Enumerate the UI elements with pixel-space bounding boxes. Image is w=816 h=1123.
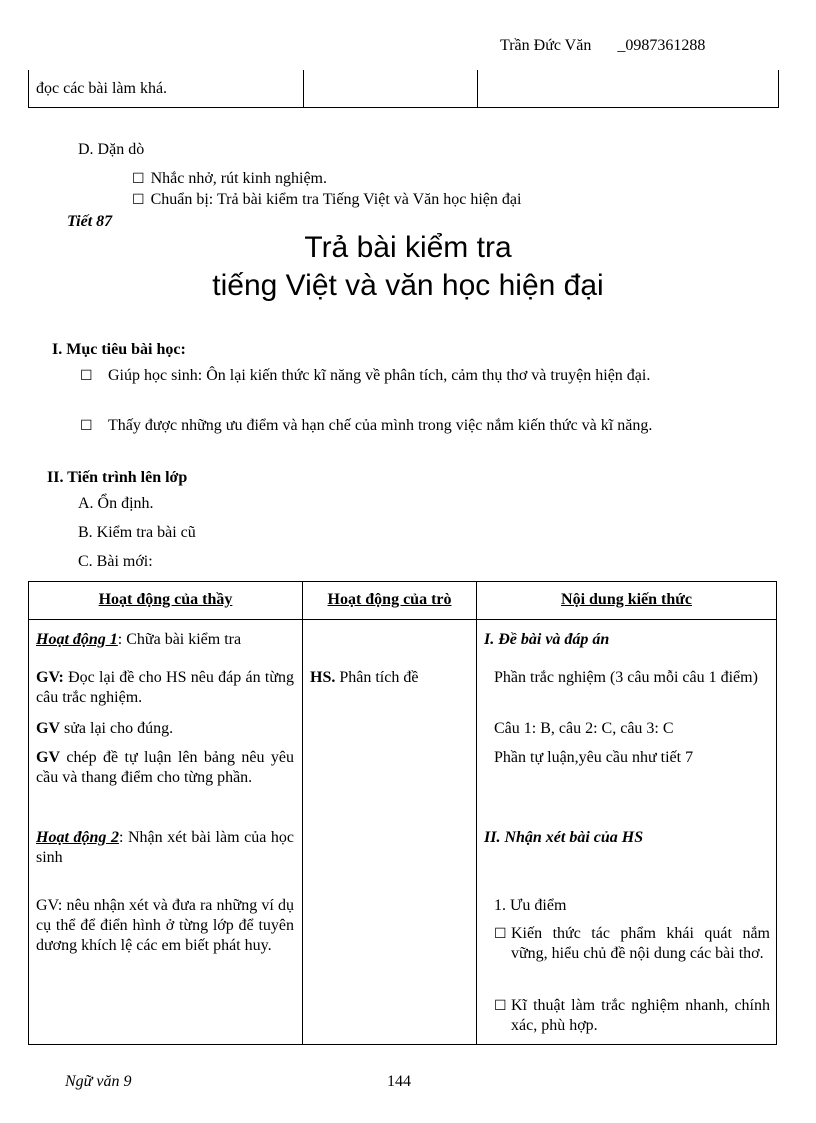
checkbox-icon: ☐	[80, 418, 93, 434]
content-text: Câu 1: B, câu 2: C, câu 3: C	[494, 720, 674, 737]
column-header-content: Nội dung kiến thức	[561, 591, 692, 608]
table-divider	[477, 70, 478, 107]
section-2-heading: II. Tiến trình lên lớp	[47, 469, 188, 486]
list-item: ☐ Giúp học sinh: Ôn lại kiến thức kĩ năng về phân tích, cảm thụ thơ và truyện hiện đại.	[80, 367, 651, 384]
content-section-1-title: I. Đề bài và đáp án	[484, 631, 610, 648]
teacher-step: GV: Đọc lại đề cho HS nêu đáp án từng câu trắc nghiệm.	[36, 669, 294, 706]
column-header-student: Hoạt động của trò	[327, 591, 452, 608]
list-item: A. Ổn định.	[78, 495, 154, 512]
table-header-divider	[29, 619, 776, 620]
column-header-teacher: Hoạt động của thầy	[98, 591, 233, 608]
section-d-title: D. Dặn dò	[78, 141, 145, 158]
checkbox-icon: ☐	[494, 998, 507, 1014]
content-text: Phần tự luận,yêu cầu như tiết 7	[494, 749, 694, 766]
author-name: Trần Đức Văn	[500, 37, 592, 54]
page-subtitle: tiếng Việt và văn học hiện đại	[212, 269, 604, 302]
list-item: ☐ Nhắc nhở, rút kinh nghiệm.	[132, 170, 327, 187]
student-step: HS. Phân tích đề	[310, 669, 419, 686]
lesson-number: Tiết 87	[67, 213, 113, 230]
page-header	[500, 37, 705, 55]
content-subheading: 1. Ưu điểm	[494, 897, 567, 914]
teacher-step: GV chép đề tự luận lên bảng nêu yêu cầu và thang điểm cho từng phần.	[36, 749, 294, 786]
page-number: 144	[387, 1073, 411, 1090]
table-divider	[302, 582, 303, 1044]
teacher-step: GV: nêu nhận xét và đưa ra những ví dụ cụ thể để điển hình ở từng lớp để tuyên dương khích lệ các em biết phát huy.	[36, 897, 294, 954]
page-title: Trả bài kiểm tra	[304, 231, 512, 264]
author-phone: _0987361288	[617, 37, 706, 54]
list-item: ☐ Thấy được những ưu điểm và hạn chế của mình trong việc nắm kiến thức và kĩ năng.	[80, 417, 653, 434]
section-1-heading: I. Mục tiêu bài học:	[52, 341, 186, 358]
table-divider	[476, 582, 477, 1044]
list-item: B. Kiểm tra bài cũ	[78, 524, 196, 541]
top-table-cell: đọc các bài làm khá.	[36, 80, 168, 97]
list-item: ☐ Chuẩn bị: Trả bài kiểm tra Tiếng Việt và Văn học hiện đại	[132, 191, 522, 208]
checkbox-icon: ☐	[132, 192, 145, 208]
lesson-table	[28, 581, 777, 1045]
top-table-fragment	[28, 70, 779, 108]
content-section-2-title: II. Nhận xét bài của HS	[484, 829, 644, 846]
footer-book-title: Ngữ văn 9	[65, 1073, 132, 1090]
list-item: C. Bài mới:	[78, 553, 153, 570]
checkbox-icon: ☐	[132, 171, 145, 187]
checkbox-icon: ☐	[80, 368, 93, 384]
activity-1-title: Hoạt động 1: Chữa bài kiểm tra	[36, 631, 242, 648]
table-divider	[303, 70, 304, 107]
teacher-step: GV sửa lại cho đúng.	[36, 720, 174, 737]
content-bullet: ☐ Kĩ thuật làm trắc nghiệm nhanh, chính xác, phù hợp.	[494, 997, 770, 1034]
activity-2-title: Hoạt động 2: Nhận xét bài làm của học sinh	[36, 829, 294, 866]
checkbox-icon: ☐	[494, 926, 507, 942]
content-text: Phần trắc nghiệm (3 câu mỗi câu 1 điểm)	[494, 669, 758, 686]
content-bullet: ☐ Kiến thức tác phẩm khái quát nắm vững, hiểu chủ đề nội dung các bài thơ.	[494, 925, 770, 962]
